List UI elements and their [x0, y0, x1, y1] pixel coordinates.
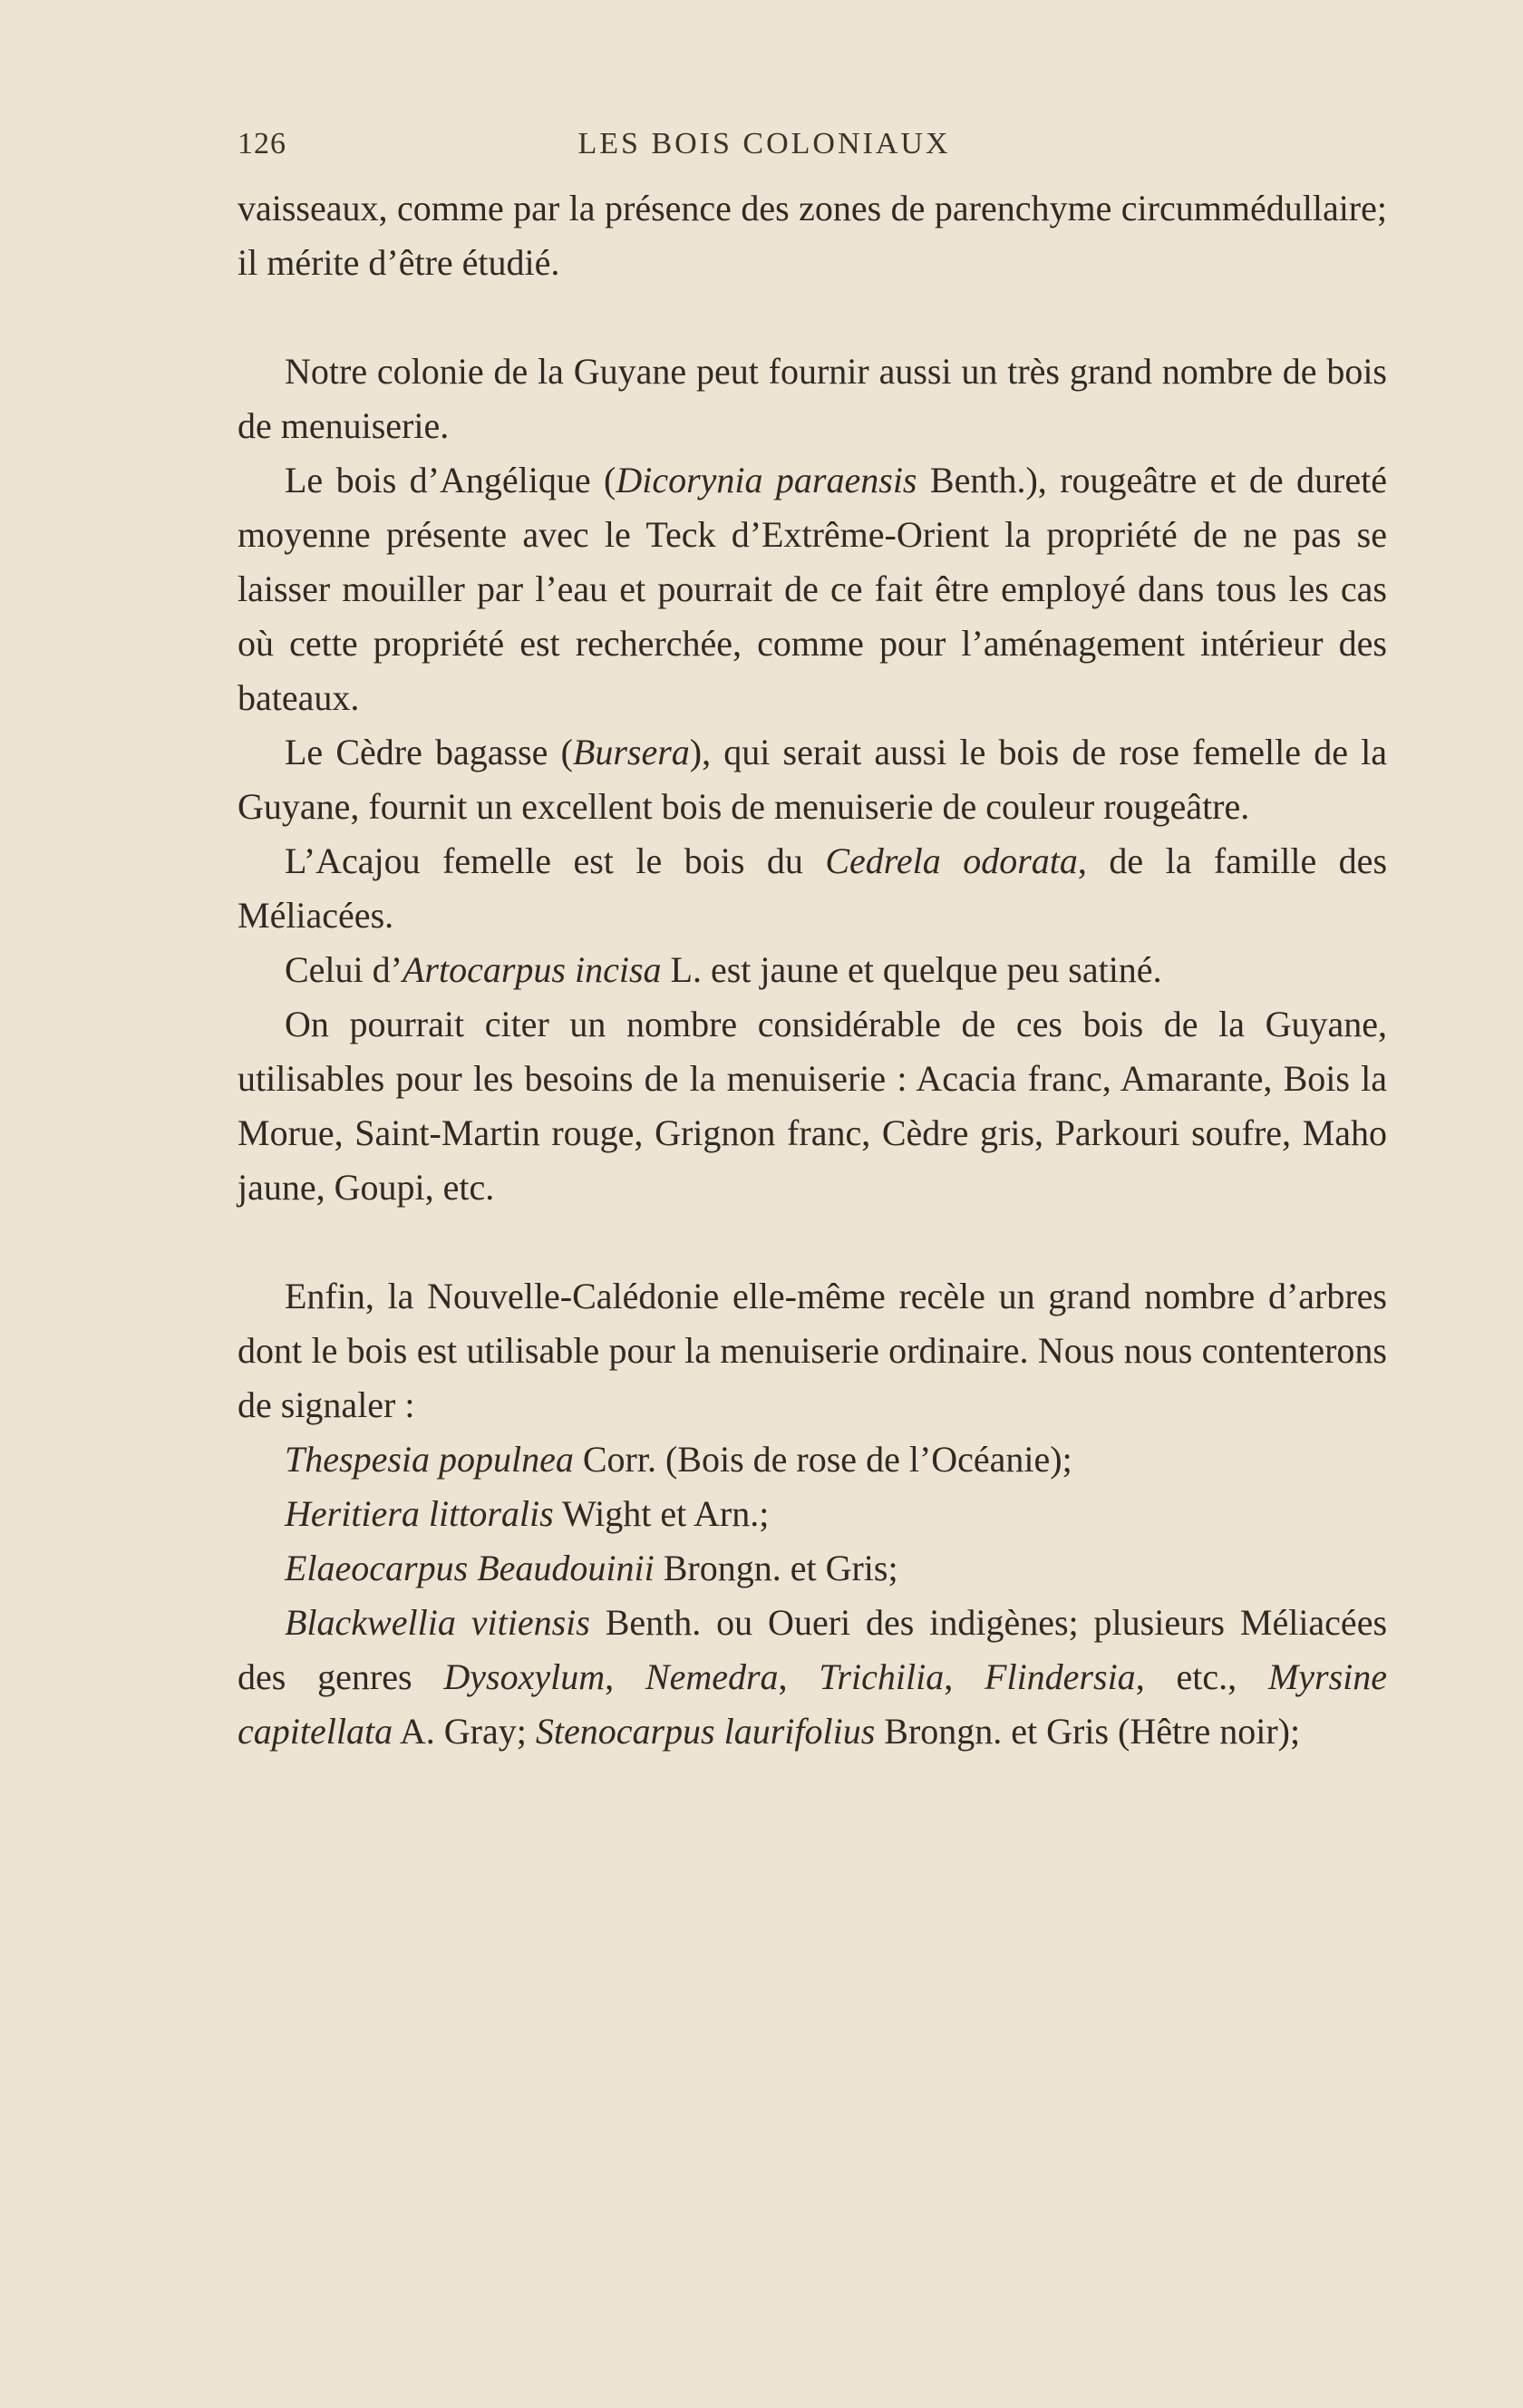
species-name: Elaeocarpus Beaudouinii: [285, 1548, 655, 1588]
page-number: 126: [238, 127, 286, 160]
text-run: L’Acajou femelle est le bois du: [285, 840, 826, 881]
text-run: Corr. (Bois de rose de l’Océanie);: [573, 1439, 1072, 1480]
paragraph-acajou: [238, 834, 1387, 943]
text-run: Le Cèdre bagasse (: [285, 732, 573, 772]
paragraph-angelique: [238, 453, 1387, 725]
species-name: Artocarpus incisa: [402, 949, 662, 990]
text-run: Celui d’: [285, 949, 403, 990]
paragraph-cedre-bagasse: [238, 725, 1387, 834]
species-entry: [238, 1487, 1387, 1541]
species-name: Myrsine capitellata: [238, 1656, 1388, 1752]
text-run: Benth. ou Oueri des indigènes; plusieurs Méliacées des genres: [238, 1602, 1388, 1697]
species-name: Cedrela odorata: [825, 840, 1078, 881]
text-run: Brongn. et Gris;: [654, 1548, 898, 1588]
text-run: , de la famille des Méliacées.: [238, 840, 1388, 936]
running-title: LES BOIS COLONIAUX: [577, 127, 951, 160]
species-entry: [238, 1541, 1387, 1596]
running-head: [238, 127, 1387, 181]
body-text: [238, 181, 1387, 1759]
text-run: , etc.,: [1135, 1656, 1268, 1697]
species-entry: [238, 1432, 1387, 1487]
text-run: Benth.), rougeâtre et de dureté moyenne présente avec le Teck d’Extrême-Orient la propriété de ne pas se laisser mouiller par l’eau et pourrait de ce fait être employé dans tous les cas où cette propriété est recherchée, comme pour l’aménagement intérieur des bateaux.: [238, 460, 1387, 718]
text-run: Le bois d’Angélique (: [285, 460, 616, 500]
species-name: Dicorynia paraensis: [616, 460, 917, 500]
paragraph-nouvelle-caledonie: Enfin, la Nouvelle-Calédonie elle-même recèle un grand nombre d’arbres dont le bois est utilisable pour la menuiserie ordinaire. Nous nous contenterons de signaler :: [238, 1276, 1387, 1425]
page-content: [238, 127, 1387, 1759]
paragraph-artocarpus: [238, 943, 1387, 997]
species-entry: [238, 1596, 1387, 1759]
text-run: A. Gray;: [393, 1711, 536, 1752]
section-gap: [238, 1215, 1387, 1269]
genus-name: Nemedra: [645, 1656, 779, 1697]
text-run: ,: [944, 1656, 985, 1697]
species-name: Stenocarpus laurifolius: [535, 1711, 876, 1752]
species-name: Blackwellia vitiensis: [285, 1602, 590, 1643]
species-name: Bursera: [572, 732, 690, 772]
text-run: L. est jaune et quelque peu satiné.: [661, 949, 1162, 990]
species-name: Thespesia populnea: [285, 1439, 574, 1480]
text-run: Brongn. et Gris (Hêtre noir);: [875, 1711, 1301, 1752]
text-run: ,: [778, 1656, 820, 1697]
genus-name: Dysoxylum: [443, 1656, 606, 1697]
paragraph-guyane-list: On pourrait citer un nombre considérable de ces bois de la Guyane, utilisables pour les besoins de la menuiserie : Acacia franc, Amarante, Bois la Morue, Saint-Martin rouge, Grignon franc, Cèdre gris, Parkouri soufre, Maho jaune, Goupi, etc.: [238, 1004, 1387, 1208]
text-run: Wight et Arn.;: [553, 1493, 770, 1534]
genus-name: Trichilia: [819, 1656, 945, 1697]
genus-name: Flindersia: [985, 1656, 1136, 1697]
paragraph-guyane-intro: Notre colonie de la Guyane peut fournir aussi un très grand nombre de bois de menuiserie.: [238, 351, 1387, 446]
section-gap: [238, 290, 1387, 345]
text-run: ,: [605, 1656, 645, 1697]
species-name: Heritiera littoralis: [285, 1493, 554, 1534]
paragraph-continuation: vaisseaux, comme par la présence des zones de parenchyme circummédullaire; il mérite d’être étudié.: [238, 188, 1387, 283]
text-run: ), qui serait aussi le bois de rose femelle de la Guyane, fournit un excellent bois de menuiserie de couleur rougeâtre.: [238, 732, 1387, 827]
